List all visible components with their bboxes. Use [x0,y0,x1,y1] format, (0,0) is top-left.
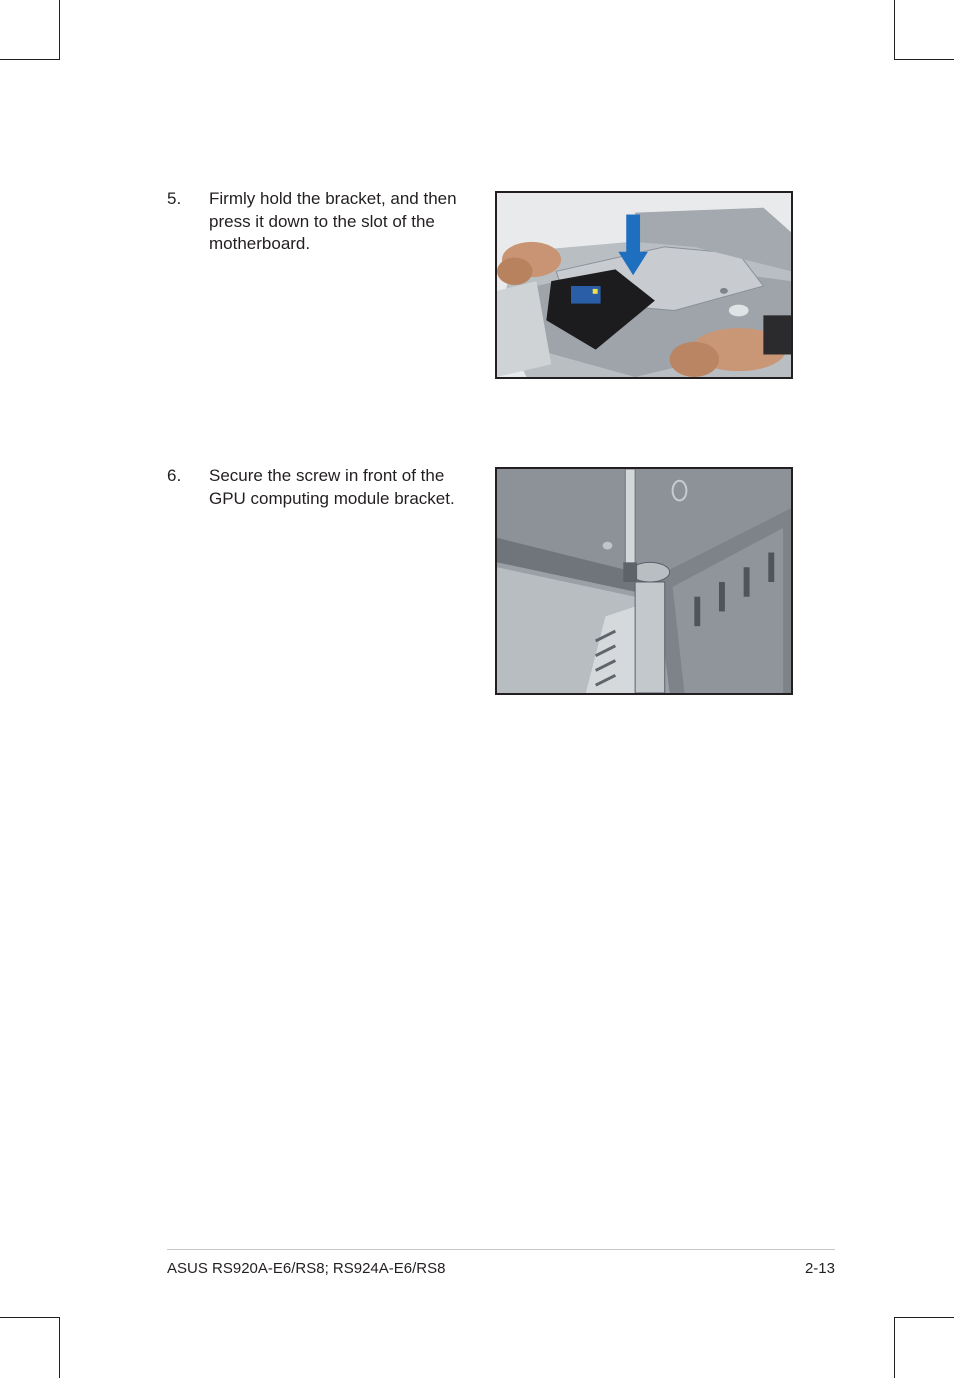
bracket-install-photo [495,191,793,379]
screw-secure-photo [495,467,793,695]
crop-mark-top-left-v [59,0,60,60]
step-text-line: Firmly hold the bracket, and then [209,189,457,208]
crop-mark-bottom-left-h [0,1317,60,1318]
footer-rule [167,1249,835,1250]
crop-mark-top-left-h [0,59,60,60]
step-number: 6. [167,466,182,485]
step-text-line: GPU computing module bracket. [209,488,455,508]
step-text-line: Secure the screw in front of the [209,466,445,485]
step-text-line: motherboard. [209,234,311,254]
crop-mark-top-right-v [894,0,895,60]
step-number: 5. [167,189,182,208]
crop-mark-bottom-left-v [59,1317,60,1378]
step-text-line: press it down to the slot of the [209,211,435,231]
crop-mark-bottom-right-v [894,1317,895,1378]
step-text [209,188,469,256]
crop-mark-top-right-h [894,59,954,60]
footer-model: ASUS RS920A-E6/RS8; RS924A-E6/RS8 [167,1260,446,1277]
step-text [209,465,469,510]
crop-mark-bottom-right-h [894,1317,954,1318]
footer-page-number: 2-13 [804,1260,835,1277]
